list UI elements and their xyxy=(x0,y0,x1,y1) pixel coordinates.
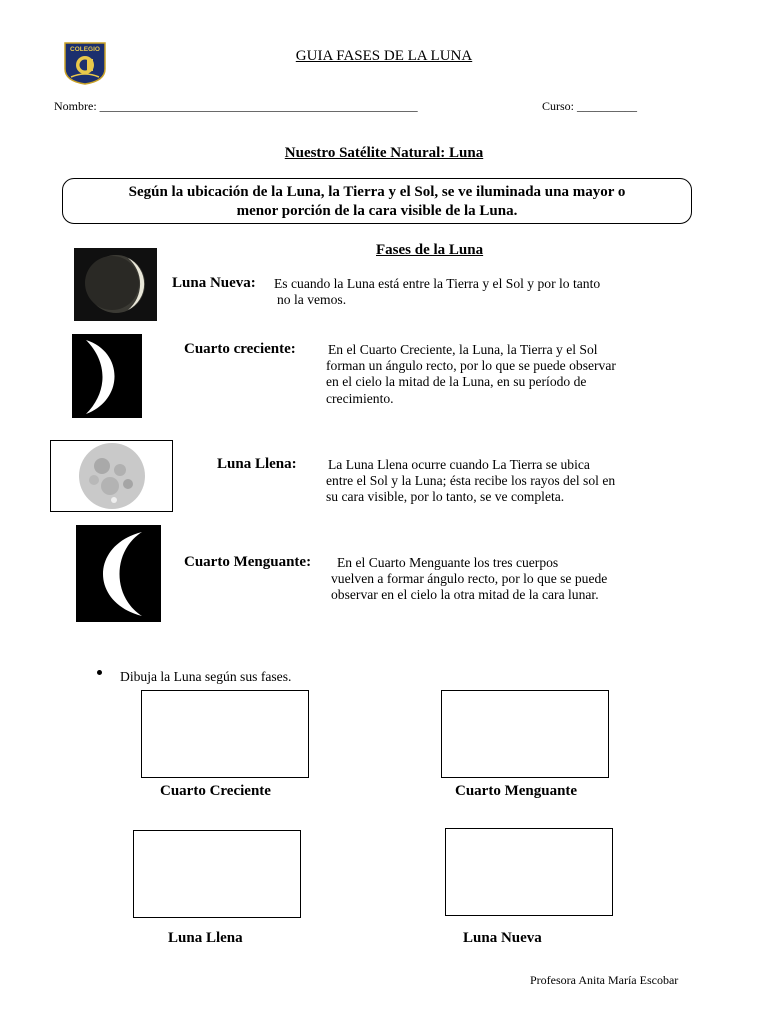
waxing-crescent-image xyxy=(72,334,142,418)
intro-line-2: menor porción de la cara visible de la Luna. xyxy=(236,203,518,219)
name-label: Nombre: xyxy=(54,99,97,113)
caption-first-quarter: Cuarto Creciente xyxy=(160,783,271,799)
full-moon-image xyxy=(50,440,173,512)
phase-term-first-quarter: Cuarto creciente: xyxy=(184,341,296,357)
phase-desc-new-moon: Es cuando la Luna está entre la Tierra y el Sol y por lo tanto no la vemos. xyxy=(274,276,601,308)
name-field xyxy=(54,99,418,114)
course-blank: __________ xyxy=(577,99,638,113)
logo-lettering: COLEGIO xyxy=(70,46,100,53)
phase-desc-first-quarter: En el Cuarto Creciente, la Luna, la Tierra y el Sol forman un ángulo recto, por lo que se puede observar en el cielo la mitad de la Luna, en su período de crecimiento. xyxy=(326,342,616,406)
course-label: Curso: xyxy=(542,99,575,113)
intro-line-1: Según la ubicación de la Luna, la Tierra y el Sol, se ve iluminada una mayor o xyxy=(128,184,626,200)
phase-desc-last-quarter: En el Cuarto Menguante los tres cuerpos vuelven a formar ángulo recto, por lo que se puede observar en el cielo la otra mitad de la cara lunar. xyxy=(331,555,608,603)
caption-new-moon: Luna Nueva xyxy=(463,930,542,946)
phase-desc-full-moon: La Luna Llena ocurre cuando La Tierra se ubica entre el Sol y la Luna; ésta recibe los rayos del sol en su cara visible, por lo tanto, se ve completa. xyxy=(326,457,616,505)
caption-full-moon: Luna Llena xyxy=(168,930,243,946)
caption-last-quarter: Cuarto Menguante xyxy=(455,783,578,799)
bullet-icon xyxy=(97,670,102,675)
phase-term-last-quarter: Cuarto Menguante: xyxy=(184,554,312,570)
drawing-box-first-quarter[interactable] xyxy=(141,690,309,778)
phase-term-new-moon: Luna Nueva: xyxy=(172,275,256,291)
phase-term-full-moon: Luna Llena: xyxy=(217,456,297,472)
name-blank: _____________________________________________________ xyxy=(99,99,418,113)
drawing-box-new-moon[interactable] xyxy=(445,828,613,916)
new-moon-image xyxy=(74,248,157,321)
phases-heading: Fases de la Luna xyxy=(376,242,484,258)
activity-instruction: Dibuja la Luna según sus fases. xyxy=(120,669,292,684)
section-title: Nuestro Satélite Natural: Luna xyxy=(284,145,484,161)
intro-box xyxy=(62,178,692,224)
drawing-box-full-moon[interactable] xyxy=(133,830,301,918)
teacher-name: Profesora Anita María Escobar xyxy=(530,973,679,987)
waning-crescent-image xyxy=(76,525,161,622)
page-title: GUIA FASES DE LA LUNA xyxy=(295,48,473,64)
course-field xyxy=(542,99,637,114)
drawing-box-last-quarter[interactable] xyxy=(441,690,609,778)
